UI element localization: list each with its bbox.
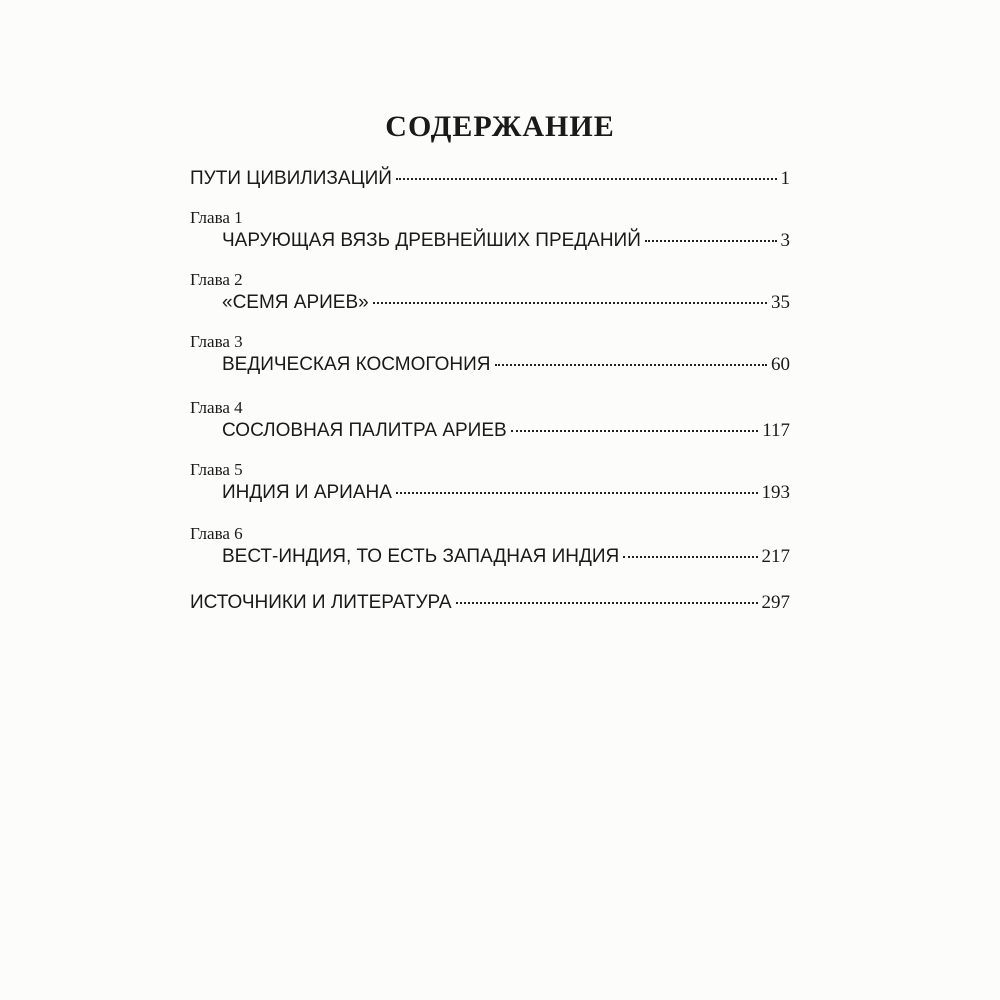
toc-entry-label: ВЕДИЧЕСКАЯ КОСМОГОНИЯ xyxy=(222,354,491,375)
toc-page-number: 1 xyxy=(780,168,790,189)
toc-entry-label: ИНДИЯ И АРИАНА xyxy=(222,482,392,503)
toc-entry-label: ВЕСТ-ИНДИЯ, ТО ЕСТЬ ЗАПАДНАЯ ИНДИЯ xyxy=(222,546,620,567)
toc-page-number: 297 xyxy=(761,592,790,613)
toc-page-number: 217 xyxy=(761,546,790,567)
page-title: СОДЕРЖАНИЕ xyxy=(385,110,615,143)
toc-page-number: 193 xyxy=(761,482,790,503)
toc-entry-chapter-5[interactable] xyxy=(222,482,790,512)
chapter-number: Глава 2 xyxy=(190,270,243,289)
chapter-number: Глава 5 xyxy=(190,460,243,479)
dot-leader xyxy=(645,240,777,242)
toc-entry-chapter-4[interactable] xyxy=(222,420,790,450)
dot-leader xyxy=(396,492,758,494)
toc-page-number: 117 xyxy=(762,420,790,441)
chapter-number: Глава 6 xyxy=(190,524,243,543)
toc-entry-chapter-2[interactable] xyxy=(222,292,790,322)
chapter-number: Глава 4 xyxy=(190,398,243,417)
toc-page-number: 60 xyxy=(771,354,790,375)
dot-leader xyxy=(511,430,759,432)
toc-entry-label: ИСТОЧНИКИ И ЛИТЕРАТУРА xyxy=(190,592,452,613)
toc-entry-label: «СЕМЯ АРИЕВ» xyxy=(222,292,369,313)
dot-leader xyxy=(623,556,757,558)
toc-entry-chapter-3[interactable] xyxy=(222,354,790,384)
dot-leader xyxy=(495,364,767,366)
dot-leader xyxy=(373,302,767,304)
toc-entry-label: ПУТИ ЦИВИЛИЗАЦИЙ xyxy=(190,168,392,189)
toc-entry-chapter-6[interactable] xyxy=(222,546,790,576)
toc-entry-intro[interactable] xyxy=(190,168,790,198)
toc-entry-sources[interactable] xyxy=(190,592,790,622)
chapter-number: Глава 3 xyxy=(190,332,243,351)
toc-entry-chapter-1[interactable] xyxy=(222,230,790,260)
dot-leader xyxy=(396,178,777,180)
chapter-number: Глава 1 xyxy=(190,208,243,227)
dot-leader xyxy=(456,602,758,604)
toc-page-number: 3 xyxy=(780,230,790,251)
toc-entry-label: ЧАРУЮЩАЯ ВЯЗЬ ДРЕВНЕЙШИХ ПРЕДАНИЙ xyxy=(222,230,641,251)
toc-entry-label: СОСЛОВНАЯ ПАЛИТРА АРИЕВ xyxy=(222,420,507,441)
toc-page-number: 35 xyxy=(771,292,790,313)
